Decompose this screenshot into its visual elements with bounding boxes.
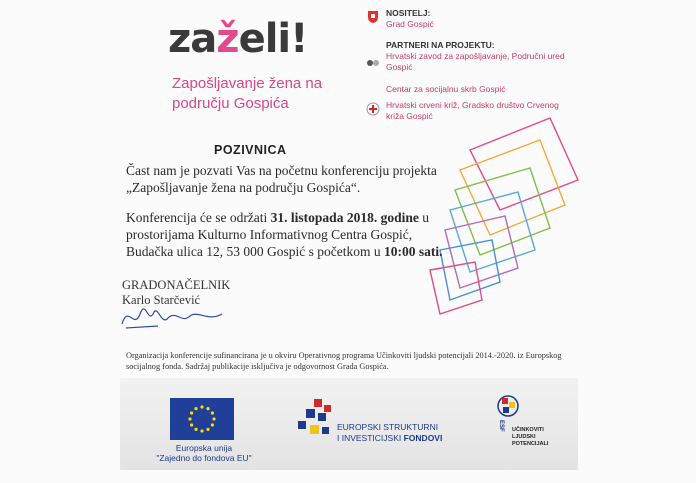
invitation-title: POZIVNICA bbox=[214, 143, 287, 157]
zazeli-logo: zaželi! bbox=[168, 16, 308, 62]
invitation-paragraph-2: Konferencija će se održati 31. listopada 2018. godine u prostorijama Kulturno Informativnog Centra Gospić, Budačka ulica 12, 53 000 Gospić s početkom u 10:00 sati. bbox=[126, 210, 443, 259]
project-subtitle: Zapošljavanje žena na području Gospića bbox=[172, 75, 323, 112]
gospic-crest-icon bbox=[366, 10, 380, 24]
mayor-title: GRADONAČELNIK bbox=[122, 278, 231, 292]
red-cross-icon bbox=[366, 102, 380, 116]
funding-footnote: Organizacija konferencije sufinancirana je u okviru Operativnog programa Učinkoviti ljudski potencijali 2014.-2020. iz Europskog socijalnog fonda. Sadržaj publikacije isključiva je odgovornost Grada Gospića. bbox=[126, 351, 562, 371]
esif-squares-icon bbox=[292, 397, 342, 443]
ulj-potencijali-label: UČINKOVITI LJUDSKI POTENCIJALI bbox=[512, 427, 549, 447]
hzz-logo-icon bbox=[366, 56, 380, 70]
event-time: 10:00 sati. bbox=[383, 244, 443, 259]
eu-stars-icon bbox=[170, 398, 234, 440]
mayor-signature bbox=[118, 300, 228, 332]
event-date: 31. listopada 2018. godine bbox=[270, 210, 419, 225]
invitation-paragraph-1: Čast nam je pozvati Vas na početnu konferenciju projekta „Zapošljavanje žena na području Gospića“. bbox=[126, 163, 437, 195]
esf-vertical-label: ESF bbox=[498, 420, 504, 432]
eu-label: Europska unija "Zajedno do fondova EU" bbox=[156, 443, 252, 463]
eu-flag bbox=[170, 398, 234, 440]
mayor-name: Karlo Starčević bbox=[122, 293, 201, 307]
invitation-page: zaželi! Zapošljavanje žena na području Gospića NOSITELJ: Grad Gospić PARTNERI NA PROJEKTU: Hrvatski zavod za zapošljavanje, Područni ured Gospić Centar za socijalnu skrb Gospić Hrvatski crveni križ, Gradsko društvo Crvenog križa Gospić POZIVNICA Čast nam je pozvati Vas na početnu konferenciju projekta „Zapošljavanje žena na području Gospića“. Konferencija će se održati 31. listopada 2018. godine u prostorijama Kulturno Informativnog Centra Gospić, Budačka ulica 12, 53 000 Gospić s početkom u 10:00 sati. GRADONAČELNIK Karlo Starčević Organizacija konferencije sufinancirana je u okviru Operativnog programa Učinkoviti ljudski potencijali 2014.-2020. iz Europskog socijalnog fonda. Sadržaj publikacije isključiva je odgovornost Grada Gospića. Europska unija "Zajedno do fondova EU" EUROPSKI STRUKTURNI I INVESTICIJSKI FONDOVI ESF UČINKOVITI LJUDSKI POTENCIJALI bbox=[0, 0, 696, 483]
esif-label: EUROPSKI STRUKTURNI I INVESTICIJSKI FONDOVI bbox=[337, 422, 443, 443]
